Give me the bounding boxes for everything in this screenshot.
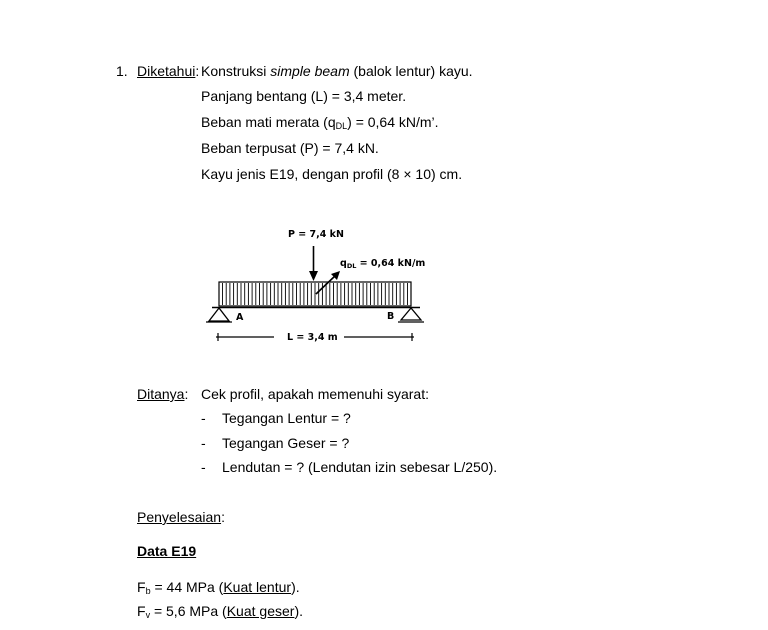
fb-subscript: b bbox=[145, 586, 151, 596]
fv-subscript: v bbox=[145, 610, 151, 620]
given-colon: : bbox=[195, 63, 200, 79]
p-load-label: P = 7,4 kN bbox=[288, 229, 344, 240]
solution-label: Penyelesaian bbox=[137, 509, 222, 525]
question-colon: : bbox=[184, 386, 189, 402]
given-line-4: Beban terpusat (P) = 7,4 kN. bbox=[201, 140, 379, 156]
given-label: Diketahui bbox=[137, 63, 196, 79]
given-line-5: Kayu jenis E19, dengan profil (8 × 10) cm. bbox=[201, 166, 463, 182]
question-item-2: Tegangan Geser = ? bbox=[222, 435, 350, 451]
span-label: L = 3,4 m bbox=[287, 332, 338, 343]
given-line-3-post: ) = 0,64 kN/m’. bbox=[347, 114, 439, 130]
beam-diagram bbox=[206, 229, 425, 343]
support-a-label: A bbox=[236, 312, 244, 323]
problem-number: 1. bbox=[116, 63, 128, 79]
q-label-pre: q bbox=[340, 258, 347, 269]
solution-heading bbox=[137, 509, 225, 525]
fb-post: ). bbox=[291, 579, 300, 595]
fv-symbol: F bbox=[137, 603, 146, 619]
fb-value: = 44 MPa ( bbox=[150, 579, 224, 595]
given-line-2: Panjang bentang (L) = 3,4 meter. bbox=[201, 88, 407, 104]
question-intro: Cek profil, apakah memenuhi syarat: bbox=[201, 386, 429, 402]
question-label: Ditanya bbox=[137, 386, 185, 402]
given-line-3-pre: Beban mati merata (q bbox=[201, 114, 336, 130]
given-line-1-italic: simple beam bbox=[270, 63, 350, 79]
fv-post: ). bbox=[294, 603, 303, 619]
fv-description: Kuat geser bbox=[226, 603, 295, 619]
question-item-1: Tegangan Lentur = ? bbox=[222, 410, 351, 426]
fb-description: Kuat lentur bbox=[223, 579, 292, 595]
given-line-3-sub: DL bbox=[335, 121, 348, 131]
support-b-roller bbox=[398, 308, 424, 322]
q-label-post: = 0,64 kN/m bbox=[356, 258, 426, 269]
question-bullet-2: - bbox=[201, 435, 206, 451]
solution-colon: : bbox=[221, 509, 225, 525]
question-bullet-1: - bbox=[201, 410, 206, 426]
fv-line bbox=[137, 603, 303, 619]
data-e19-title: Data E19 bbox=[137, 543, 197, 559]
question-item-3: Lendutan = ? (Lendutan izin sebesar L/250). bbox=[222, 459, 498, 475]
fb-line bbox=[137, 579, 300, 595]
support-b-label: B bbox=[387, 311, 395, 322]
question-heading bbox=[137, 386, 188, 402]
given-line-1-post: (balok lentur) kayu. bbox=[349, 63, 473, 79]
given-line-1-pre: Konstruksi bbox=[201, 63, 271, 79]
support-a-pin bbox=[206, 308, 232, 322]
question-bullet-3: - bbox=[201, 459, 206, 475]
q-label-sub: DL bbox=[346, 262, 357, 270]
fb-symbol: F bbox=[137, 579, 146, 595]
p-load-arrow bbox=[309, 246, 318, 281]
q-load-label bbox=[340, 258, 425, 270]
fv-value: = 5,6 MPa ( bbox=[150, 603, 227, 619]
